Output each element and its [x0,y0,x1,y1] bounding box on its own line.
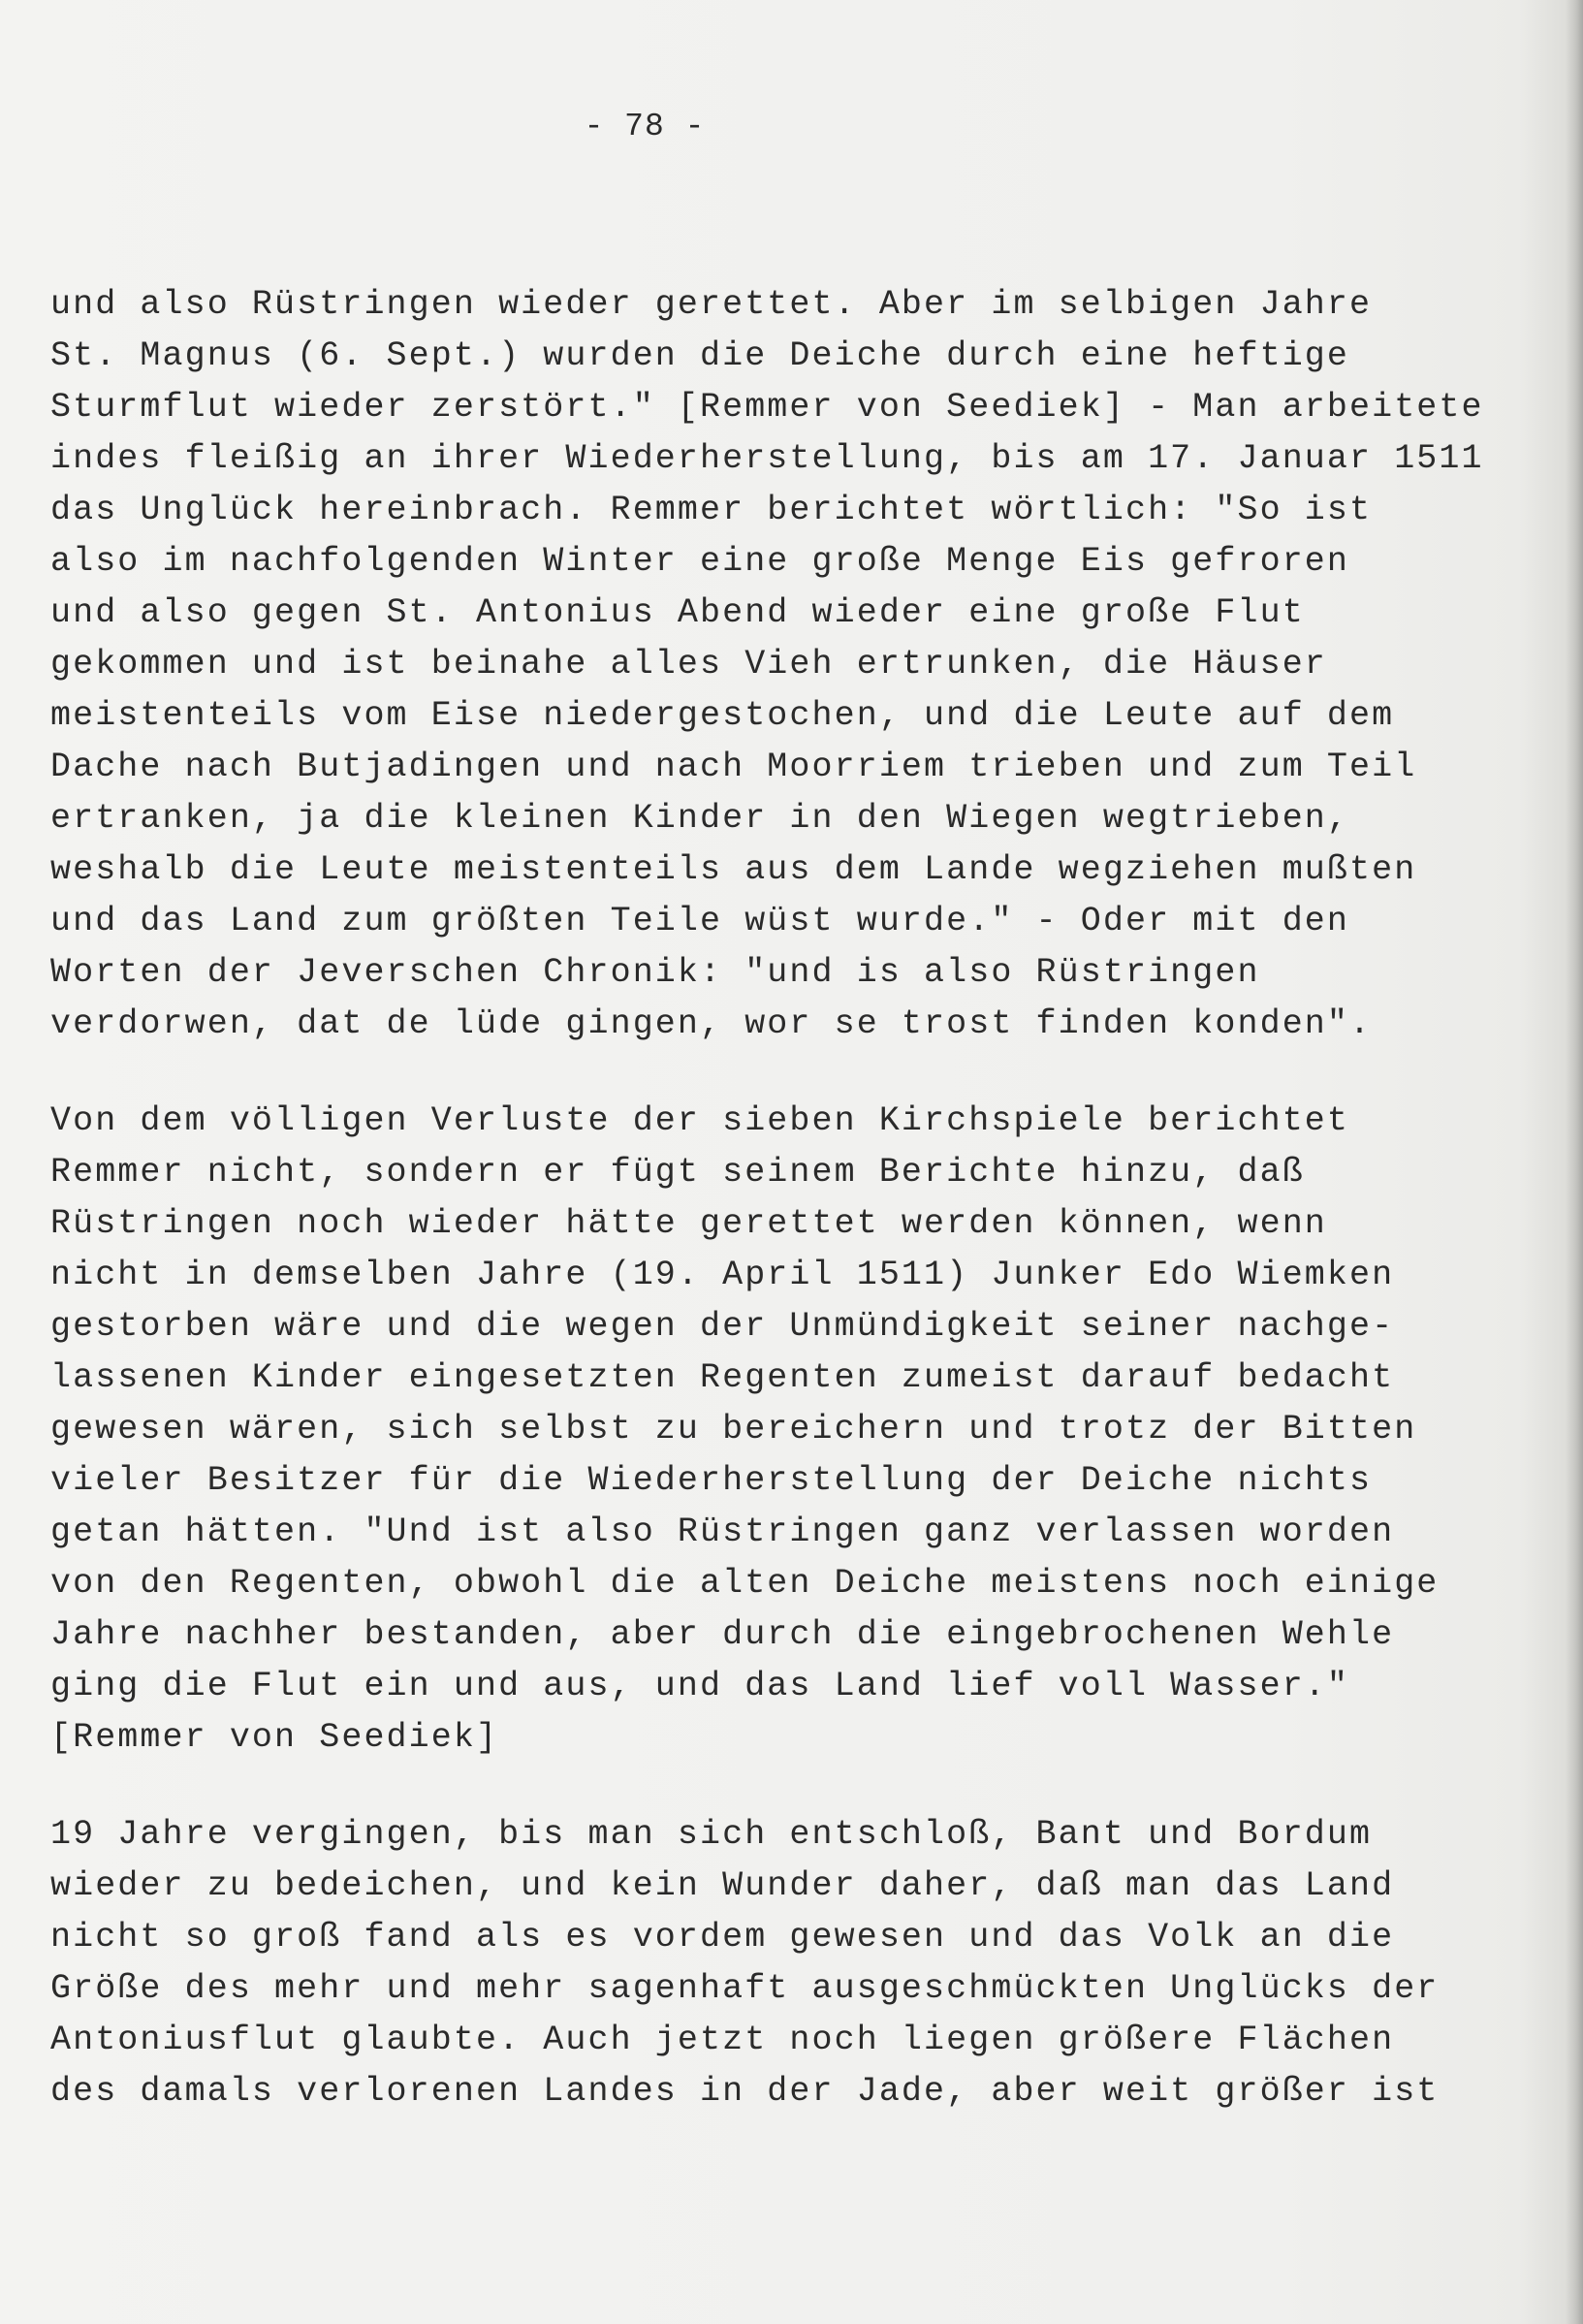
text-line: nicht so groß fand als es vordem gewesen und das Volk an die [50,1918,1395,1957]
text-line: St. Magnus (6. Sept.) wurden die Deiche durch eine heftige [50,336,1349,375]
text-line: und also gegen St. Antonius Abend wieder eine große Flut [50,593,1305,632]
text-line: nicht in demselben Jahre (19. April 1511) Junker Edo Wiemken [50,1256,1395,1294]
page-edge-shadow [1566,0,1583,2324]
text-line: Antoniusflut glaubte. Auch jetzt noch liegen größere Flächen [50,2021,1395,2059]
text-line: und das Land zum größten Teile wüst wurde." - Oder mit den [50,902,1349,940]
text-line: Rüstringen noch wieder hätte gerettet werden können, wenn [50,1204,1327,1243]
text-line: meistenteils vom Eise niedergestochen, und die Leute auf dem [50,696,1395,735]
text-line: also im nachfolgenden Winter eine große Menge Eis gefroren [50,542,1349,581]
text-line: vieler Besitzer für die Wiederherstellung der Deiche nichts [50,1461,1373,1500]
text-line: gekommen und ist beinahe alles Vieh ertrunken, die Häuser [50,645,1327,684]
text-line: ertranken, ja die kleinen Kinder in den Wiegen wegtrieben, [50,799,1349,838]
page-number: - 78 - [584,109,706,144]
text-line: Größe des mehr und mehr sagenhaft ausgeschmückten Unglücks der [50,1969,1440,2008]
text-line: Remmer nicht, sondern er fügt seinem Berichte hinzu, daß [50,1153,1305,1192]
text-line: lassenen Kinder eingesetzten Regenten zumeist darauf bedacht [50,1358,1395,1397]
text-line: weshalb die Leute meistenteils aus dem Lande wegziehen mußten [50,850,1417,889]
text-line: wieder zu bedeichen, und kein Wunder daher, daß man das Land [50,1866,1395,1905]
text-line: Sturmflut wieder zerstört." [Remmer von Seediek] - Man arbeitete [50,388,1484,427]
text-line: des damals verlorenen Landes in der Jade, aber weit größer ist [50,2072,1440,2111]
text-line: Von dem völligen Verluste der sieben Kirchspiele berichtet [50,1101,1349,1140]
paragraph-3 [50,1809,1446,2117]
text-line: verdorwen, dat de lüde gingen, wor se trost finden konden". [50,1004,1373,1043]
text-line: 19 Jahre vergingen, bis man sich entschloß, Bant und Bordum [50,1815,1373,1854]
paragraph-1 [50,279,1484,1050]
text-line: Worten der Jeverschen Chronik: "und is also Rüstringen [50,953,1260,992]
text-line: indes fleißig an ihrer Wiederherstellung, bis am 17. Januar 1511 [50,439,1484,478]
text-line: Dache nach Butjadingen und nach Moorriem trieben und zum Teil [50,748,1417,786]
text-line: gestorben wäre und die wegen der Unmündigkeit seiner nachge- [50,1307,1395,1346]
body-text [50,279,1484,2163]
text-line: [Remmer von Seediek] [50,1718,499,1757]
text-line: ging die Flut ein und aus, und das Land lief voll Wasser." [50,1667,1349,1705]
text-line: von den Regenten, obwohl die alten Deiche meistens noch einige [50,1564,1440,1603]
text-line: das Unglück hereinbrach. Remmer berichtet wörtlich: "So ist [50,491,1373,529]
paragraph-2 [50,1096,1446,1764]
text-line: getan hätten. "Und ist also Rüstringen ganz verlassen worden [50,1512,1395,1551]
text-line: Jahre nachher bestanden, aber durch die eingebrochenen Wehle [50,1615,1395,1654]
text-line: und also Rüstringen wieder gerettet. Aber im selbigen Jahre [50,285,1373,324]
text-line: gewesen wären, sich selbst zu bereichern und trotz der Bitten [50,1410,1417,1449]
